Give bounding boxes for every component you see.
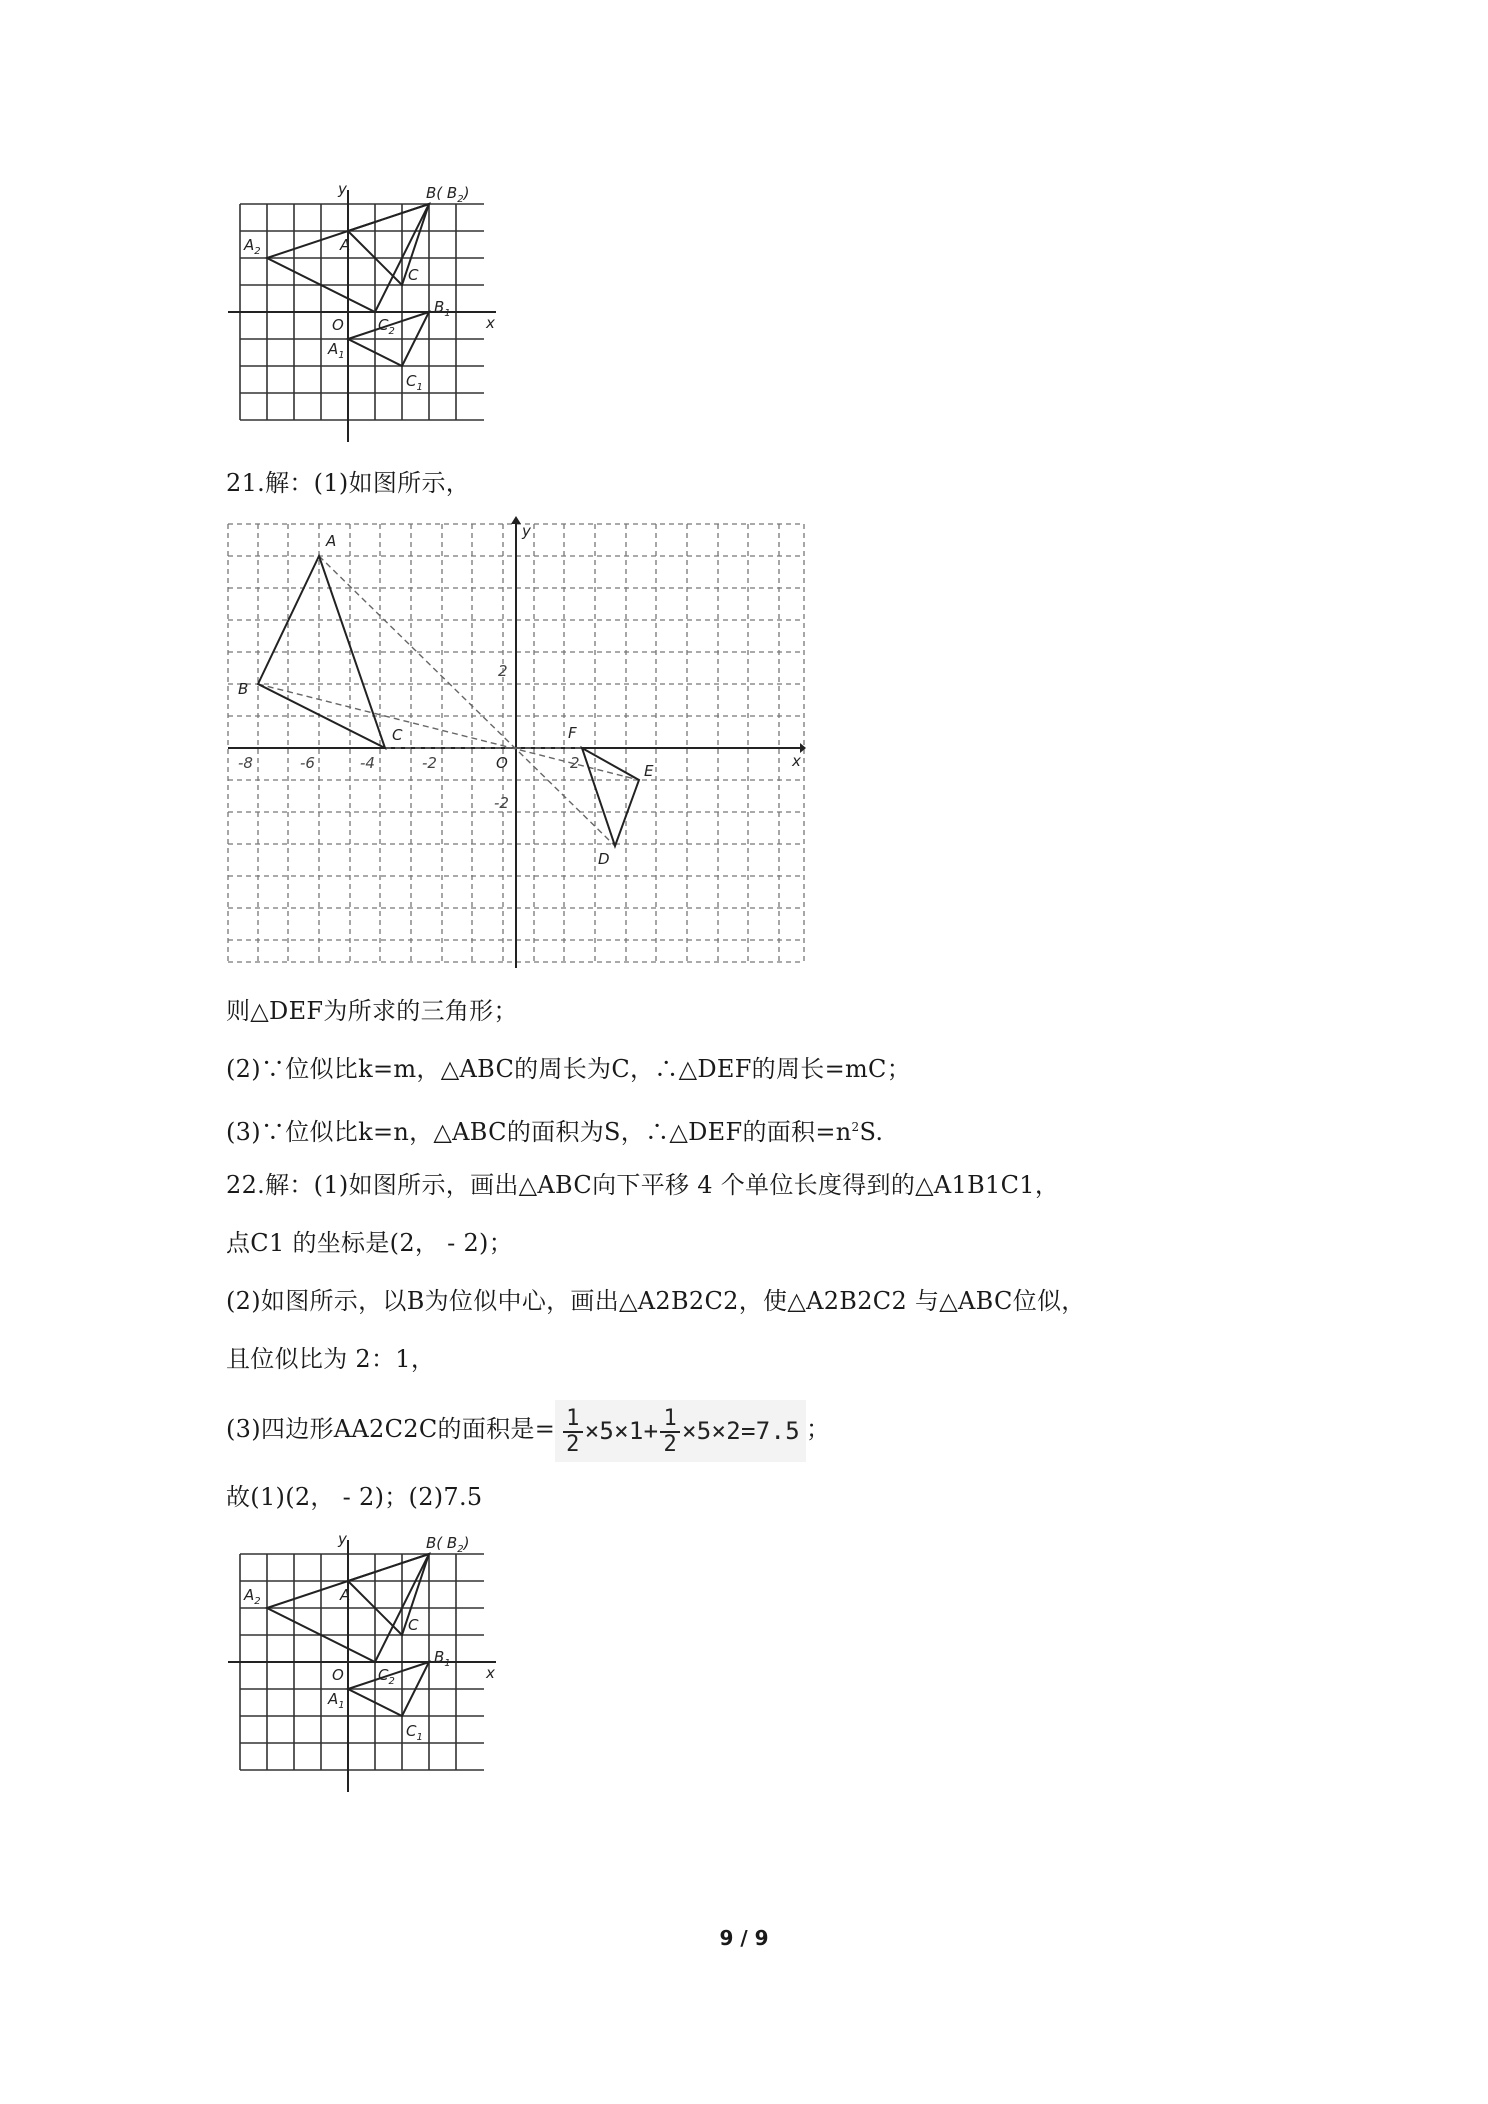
grid-figure-bottom-svg <box>228 1530 498 1792</box>
y-axis-label: y <box>522 522 531 540</box>
x-axis-label: x <box>486 1664 495 1682</box>
point-c2-label: $C_2$ <box>378 316 395 337</box>
point-a-label: A <box>340 236 351 254</box>
grid-figure-top-svg <box>228 180 498 442</box>
q22-part3: (3)四边形AA2C2C的面积是= $\frac{1}{2}$ ×5×1+ $\frac{1}{2}$ ×5×2=7.5 ； <box>226 1398 830 1462</box>
y-axis-label: y <box>338 180 347 198</box>
q21-part2: (2)∵位似比k=m，△ABC的周长为C，∴△DEF的周长=mC； <box>226 1055 912 1083</box>
x-axis-label: x <box>486 314 495 332</box>
q21-part3: (3)∵位似比k=n，△ABC的面积为S，∴△DEF的面积$=n^2S$. <box>226 1118 884 1146</box>
grid-figure-bottom <box>228 1530 498 1792</box>
point-e-label: E <box>644 762 654 780</box>
point-a1-label: $A_1$ <box>328 1690 345 1711</box>
y-axis-label: y <box>338 1530 347 1548</box>
point-c2-label: $C_2$ <box>378 1666 395 1687</box>
tick-x-neg6: -6 <box>300 754 315 772</box>
tick-y-2: 2 <box>498 662 508 680</box>
dilation-figure <box>226 516 806 968</box>
x-axis-label: x <box>792 752 801 770</box>
point-f-label: F <box>568 724 577 742</box>
point-a2-label: $A_2$ <box>244 236 261 257</box>
tick-x-neg4: -4 <box>360 754 375 772</box>
point-a1-label: $A_1$ <box>328 340 345 361</box>
point-a-label: A <box>326 532 337 550</box>
point-c-label: C <box>408 266 419 284</box>
point-a2-label: $A_2$ <box>244 1586 261 1607</box>
point-d-label: D <box>598 850 610 868</box>
point-b1-label: $B_1$ <box>434 298 451 319</box>
origin-label: O <box>332 316 344 334</box>
grid-figure-top <box>228 180 498 442</box>
q22-part2a: (2)如图所示，以B为位似中心，画出△A2B2C2，使△A2B2C2 与△ABC位似， <box>226 1287 1086 1315</box>
dilation-figure-svg <box>226 516 806 968</box>
tick-x-neg8: -8 <box>238 754 253 772</box>
area-formula: $\frac{1}{2}$ ×5×1+ $\frac{1}{2}$ ×5×2=7.5 <box>555 1400 806 1462</box>
point-b-label: B <box>238 680 249 698</box>
point-c1-label: $C_1$ <box>406 372 423 393</box>
point-c-label: C <box>408 1616 419 1634</box>
q21-def: 则△DEF为所求的三角形； <box>226 997 518 1025</box>
point-b-label: B( $B_2$) <box>426 1534 470 1555</box>
point-b1-label: $B_1$ <box>434 1648 451 1669</box>
point-c-label: C <box>392 726 403 744</box>
origin-label: O <box>332 1666 344 1684</box>
q22-intro: 22.解：(1)如图所示，画出△ABC向下平移 4 个单位长度得到的△A1B1C1， <box>226 1171 1060 1199</box>
tick-x-2: 2 <box>570 754 580 772</box>
q22-c1-coords: 点C1 的坐标是(2， - 2)； <box>226 1229 513 1257</box>
q21-intro: 21.解：(1)如图所示， <box>226 469 471 497</box>
point-b-label: B( $B_2$) <box>426 184 470 205</box>
q22-part2b: 且位似比为 2：1， <box>226 1345 436 1373</box>
page-number: 9 / 9 <box>719 1926 769 1950</box>
q22-answer: 故(1)(2， - 2)；(2)7.5 <box>226 1483 483 1511</box>
point-c1-label: $C_1$ <box>406 1722 423 1743</box>
point-a-label: A <box>340 1586 351 1604</box>
tick-y-neg2: -2 <box>494 794 509 812</box>
origin-label: O <box>496 754 508 772</box>
tick-x-neg2: -2 <box>422 754 437 772</box>
